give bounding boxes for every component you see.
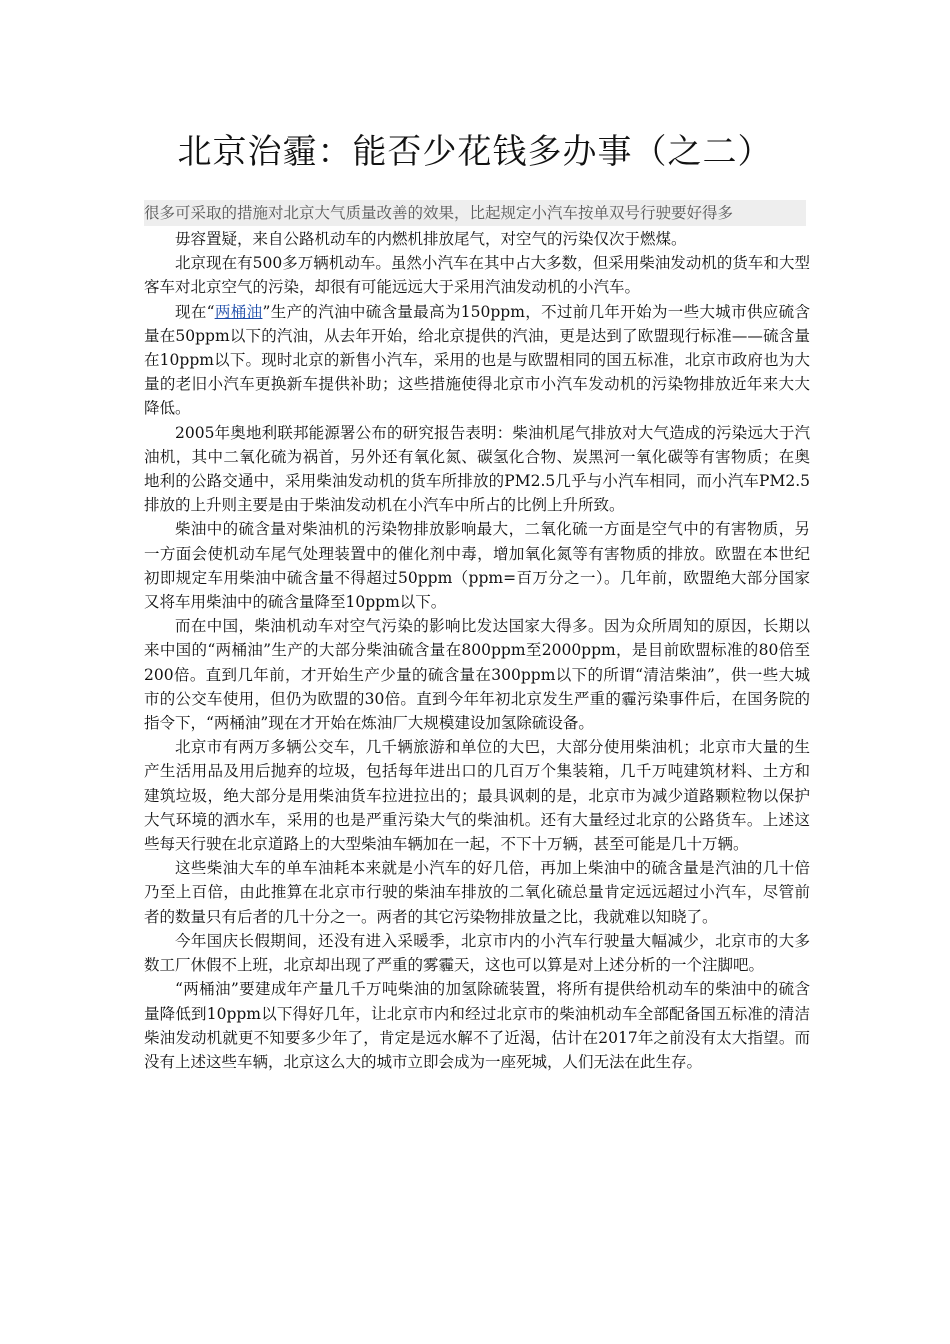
- paragraph-7: 北京市有两万多辆公交车，几千辆旅游和单位的大巴，大部分使用柴油机；北京市大量的生产生活用品及用后抛弃的垃圾，包括每年进出口的几百万个集装箱，几千万吨建筑材料、土方和建筑垃圾，绝大部分是用柴油货车拉进拉出的；最具讽刺的是，北京市为减少道路颗粒物以保护大气环境的洒水车，采用的也是严重污染大气的柴油机。还有大量经过北京的公路货车。上述这些每天行驶在北京道路上的大型柴油车辆加在一起，不下十万辆，甚至可能是几十万辆。: [144, 738, 810, 854]
- paragraph-6: 而在中国，柴油机动车对空气污染的影响比发达国家大得多。因为众所周知的原因，长期以来中国的“两桶油”生产的大部分柴油硫含量在800ppm至2000ppm，是目前欧盟标准的80倍至200倍。直到几年前，才开始生产少量的硫含量在300ppm以下的所谓“清洁柴油”，供一些大城市的公交车使用，但仍为欧盟的30倍。直到今年年初北京发生严重的霾污染事件后，在国务院的指令下，“两桶油”现在才开始在炼油厂大规模建设加氢除硫设备。: [144, 617, 810, 733]
- paragraph-10: “两桶油”要建成年产量几千万吨柴油的加氢除硫装置，将所有提供给机动车的柴油中的硫含量降低到10ppm以下得好几年，让北京市内和经过北京市的柴油机动车全部配备国五标准的清洁柴油发动机就更不知要多少年了，肯定是远水解不了近渴，估计在2017年之前没有太大指望。而没有上述这些车辆，北京这么大的城市立即会成为一座死城，人们无法在此生存。: [144, 980, 810, 1071]
- article-lead: 很多可采取的措施对北京大气质量改善的效果，比起规定小汽车按单双号行驶要好得多: [144, 200, 806, 226]
- two-oil-companies-link[interactable]: 两桶油: [214, 302, 263, 321]
- paragraph-3-before: 现在“: [175, 302, 215, 321]
- paragraph-8: 这些柴油大车的单车油耗本来就是小汽车的好几倍，再加上柴油中的硫含量是汽油的几十倍乃至上百倍，由此推算在北京市行驶的柴油车排放的二氧化硫总量肯定远远超过小汽车，尽管前者的数量只有后者的几十分之一。两者的其它污染物排放量之比，我就难以知晓了。: [144, 859, 810, 926]
- paragraph-3-after: ”生产的汽油中硫含量最高为150ppm，不过前几年开始为一些大城市供应硫含量在50ppm以下的汽油，从去年开始，给北京提供的汽油，更是达到了欧盟现行标准——硫含量在10ppm以下。现时北京的新售小汽车，采用的也是与欧盟相同的国五标准，北京市政府也为大量的老旧小汽车更换新车提供补助；这些措施使得北京市小汽车发动机的污染物排放近年来大大降低。: [144, 302, 810, 418]
- paragraph-9: 今年国庆长假期间，还没有进入采暖季，北京市内的小汽车行驶量大幅减少，北京市的大多数工厂休假不上班，北京却出现了严重的雾霾天，这也可以算是对上述分析的一个注脚吧。: [144, 931, 810, 975]
- paragraph-1: 毋容置疑，来自公路机动车的内燃机排放尾气，对空气的污染仅次于燃煤。: [175, 230, 687, 248]
- paragraph-5: 柴油中的硫含量对柴油机的污染物排放影响最大，二氧化硫一方面是空气中的有害物质，另一方面会使机动车尾气处理装置中的催化剂中毒，增加氧化氮等有害物质的排放。欧盟在本世纪初即规定车用柴油中硫含量不得超过50ppm（ppm=百万分之一）。几年前，欧盟绝大部分国家又将车用柴油中的硫含量降至10ppm以下。: [144, 520, 810, 612]
- article-title: 北京治霾：能否少花钱多办事（之二）: [177, 132, 773, 172]
- article-body: [144, 227, 810, 1074]
- paragraph-2: 北京现在有500多万辆机动车。虽然小汽车在其中占大多数，但采用柴油发动机的货车和大型客车对北京空气的污染，却很有可能远远大于采用汽油发动机的小汽车。: [144, 254, 810, 297]
- paragraph-3: [144, 300, 810, 421]
- paragraph-4: 2005年奥地利联邦能源署公布的研究报告表明：柴油机尾气排放对大气造成的污染远大于汽油机，其中二氧化硫为祸首，另外还有氧化氮、碳氢化合物、炭黑河一氧化碳等有害物质；在奥地利的公路交通中，采用柴油发动机的货车所排放的PM2.5几乎与小汽车相同，而小汽车PM2.5排放的上升则主要是由于柴油发动机在小汽车中所占的比例上升所致。: [144, 423, 810, 515]
